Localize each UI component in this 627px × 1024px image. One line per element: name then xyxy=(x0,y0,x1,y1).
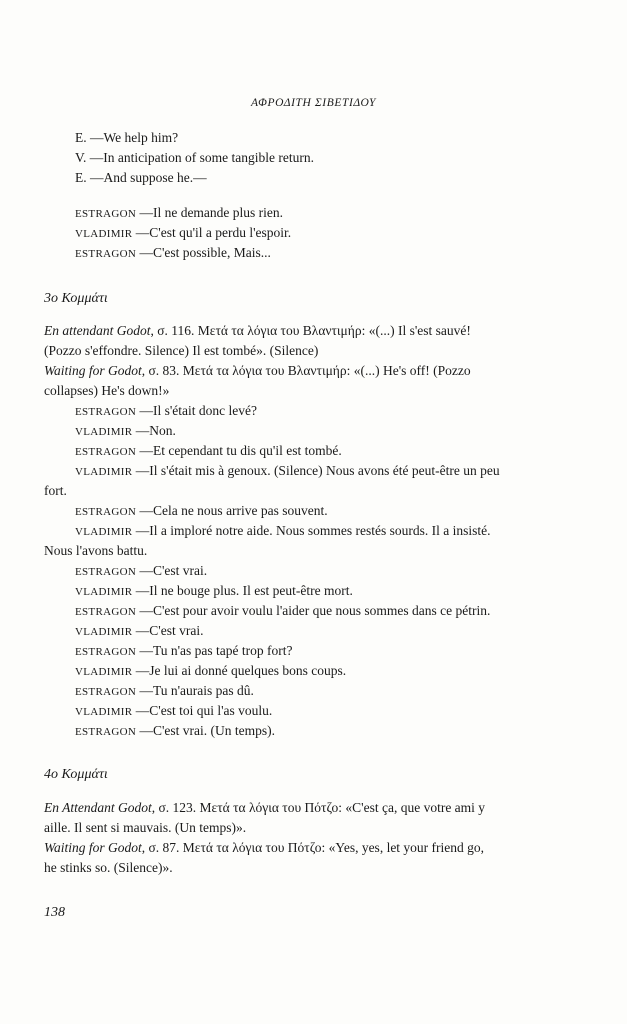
book-title: Waiting for Godot xyxy=(44,840,142,855)
speech: fort. xyxy=(44,483,67,498)
dialogue-line xyxy=(75,150,314,166)
dialogue-line xyxy=(75,205,283,222)
dialogue-line xyxy=(75,643,293,660)
dialogue-line xyxy=(75,723,275,740)
reference-line xyxy=(44,363,471,379)
speaker: VLADIMIR xyxy=(75,466,133,478)
speech: —And suppose he.— xyxy=(86,170,207,185)
speech: —C'est vrai. xyxy=(136,563,208,578)
speech: —In anticipation of some tangible return. xyxy=(86,150,314,165)
book-title: En attendant Godot xyxy=(44,323,151,338)
dialogue-line xyxy=(75,623,203,640)
speech: —Tu n'aurais pas dû. xyxy=(136,683,254,698)
speech: —C'est vrai. xyxy=(132,623,204,638)
reference-line xyxy=(44,383,169,399)
speaker: VLADIMIR xyxy=(75,526,133,538)
dialogue-line xyxy=(75,403,257,420)
speech: —Il ne bouge plus. Il est peut-être mort. xyxy=(132,583,353,598)
speech: Nous l'avons battu. xyxy=(44,543,148,558)
speaker: VLADIMIR xyxy=(75,228,133,240)
speaker: ESTRAGON xyxy=(75,606,137,618)
speaker: ESTRAGON xyxy=(75,726,137,738)
speaker: V. xyxy=(75,150,87,165)
dialogue-line xyxy=(75,523,490,540)
reference-text: , σ. 116. Μετά τα λόγια του Βλαντιμήρ: «(...) Il s'est sauvé! xyxy=(150,323,471,338)
speech: —C'est toi qui l'as voulu. xyxy=(132,703,273,718)
reference-line xyxy=(44,820,246,836)
speech: —Il ne demande plus rien. xyxy=(136,205,284,220)
dialogue-line xyxy=(75,423,176,440)
speaker: E. xyxy=(75,170,87,185)
reference-line xyxy=(44,343,318,359)
reference-text: he stinks so. (Silence)». xyxy=(44,860,173,875)
dialogue-line xyxy=(75,170,207,186)
speech: —We help him? xyxy=(86,130,179,145)
reference-text: , σ. 87. Μετά τα λόγια του Πότζο: «Yes, yes, let your friend go, xyxy=(141,840,485,855)
speaker: VLADIMIR xyxy=(75,426,133,438)
speech: —Il s'était donc levé? xyxy=(136,403,257,418)
running-head: ΑΦΡΟΔΙΤΗ ΣΙΒΕΤΙΔΟΥ xyxy=(251,97,376,109)
reference-line xyxy=(44,800,485,816)
speech: —Cela ne nous arrive pas souvent. xyxy=(136,503,328,518)
dialogue-line xyxy=(44,483,67,499)
book-title: En Attendant Godot xyxy=(44,800,152,815)
section-heading: 3ο Κομμάτι xyxy=(44,291,108,306)
reference-text: , σ. 123. Μετά τα λόγια του Πότζο: «C'est ça, que votre ami y xyxy=(151,800,486,815)
reference-line xyxy=(44,840,484,856)
speech: —C'est vrai. (Un temps). xyxy=(136,723,275,738)
dialogue-line xyxy=(75,663,346,680)
speech: —Et cependant tu dis qu'il est tombé. xyxy=(136,443,342,458)
reference-line xyxy=(44,323,471,339)
speaker: E. xyxy=(75,130,87,145)
dialogue-line xyxy=(75,463,500,480)
speaker: ESTRAGON xyxy=(75,506,137,518)
speech: —Non. xyxy=(132,423,176,438)
speaker: ESTRAGON xyxy=(75,566,137,578)
book-title: Waiting for Godot xyxy=(44,363,142,378)
speaker: ESTRAGON xyxy=(75,208,137,220)
speech: —Il s'était mis à genoux. (Silence) Nous avons été peut-être un peu xyxy=(132,463,500,478)
dialogue-line xyxy=(75,703,272,720)
speech: —C'est qu'il a perdu l'espoir. xyxy=(132,225,292,240)
dialogue-line xyxy=(75,503,328,520)
section-heading: 4ο Κομμάτι xyxy=(44,767,108,782)
speaker: ESTRAGON xyxy=(75,248,137,260)
reference-text: , σ. 83. Μετά τα λόγια του Βλαντιμήρ: «(...) He's off! (Pozzo xyxy=(141,363,471,378)
dialogue-line xyxy=(75,563,207,580)
speech: —Je lui ai donné quelques bons coups. xyxy=(132,663,347,678)
speaker: ESTRAGON xyxy=(75,406,137,418)
reference-line xyxy=(44,860,173,876)
speaker: ESTRAGON xyxy=(75,446,137,458)
page-number: 138 xyxy=(44,905,65,920)
reference-text: aille. Il sent si mauvais. (Un temps)». xyxy=(44,820,247,835)
dialogue-line xyxy=(75,603,490,620)
dialogue-line xyxy=(75,683,254,700)
dialogue-line xyxy=(75,225,291,242)
speaker: VLADIMIR xyxy=(75,586,133,598)
dialogue-line xyxy=(75,583,353,600)
reference-text: (Pozzo s'effondre. Silence) Il est tombé». (Silence) xyxy=(44,343,319,358)
speech: —Tu n'as pas tapé trop fort? xyxy=(136,643,293,658)
speaker: ESTRAGON xyxy=(75,686,137,698)
dialogue-line xyxy=(75,443,342,460)
speaker: VLADIMIR xyxy=(75,626,133,638)
reference-text: collapses) He's down!» xyxy=(44,383,170,398)
dialogue-line xyxy=(75,245,271,262)
dialogue-line xyxy=(75,130,178,146)
dialogue-line xyxy=(44,543,147,559)
speaker: ESTRAGON xyxy=(75,646,137,658)
speaker: VLADIMIR xyxy=(75,666,133,678)
speaker: VLADIMIR xyxy=(75,706,133,718)
speech: —C'est pour avoir voulu l'aider que nous sommes dans ce pétrin. xyxy=(136,603,491,618)
speech: —Il a imploré notre aide. Nous sommes restés sourds. Il a insisté. xyxy=(132,523,491,538)
speech: —C'est possible, Mais... xyxy=(136,245,271,260)
